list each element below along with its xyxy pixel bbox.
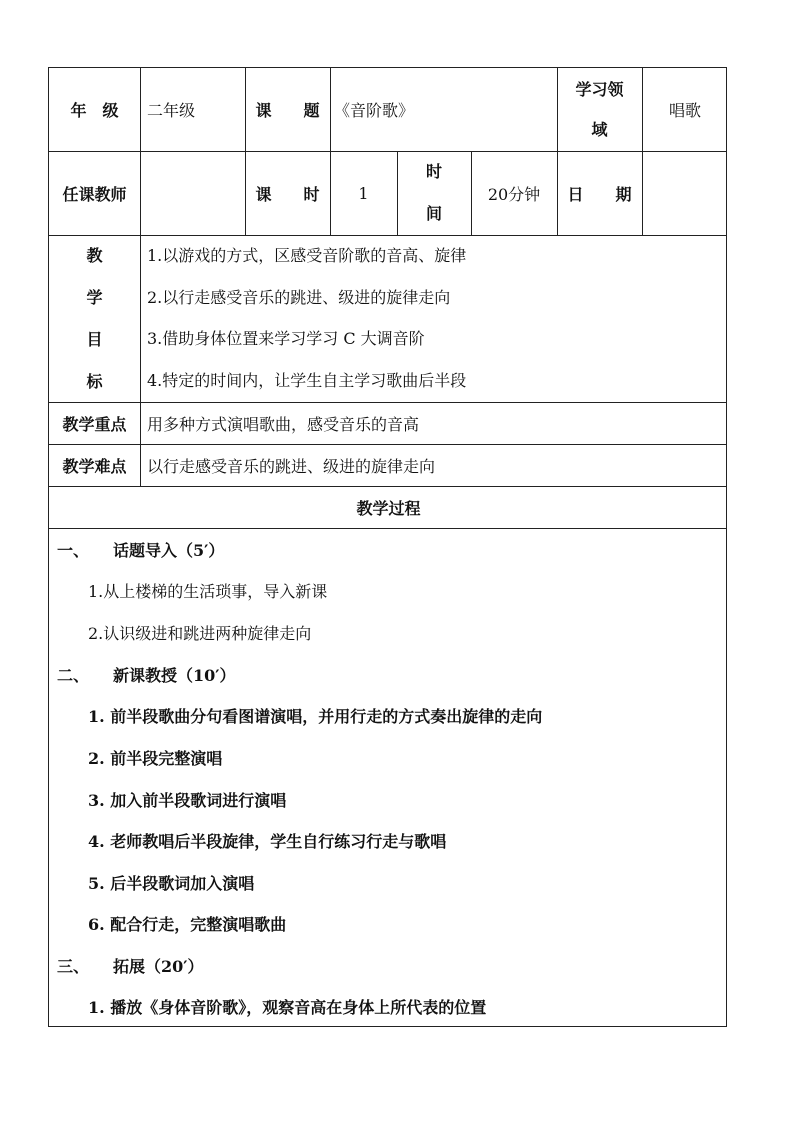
time-label-line2: 间	[425, 204, 442, 223]
objective-item: 2.以行走感受音乐的跳进、级进的旋律走向	[147, 288, 451, 307]
teacher-label: 任课教师	[62, 184, 127, 204]
row-divider	[49, 528, 726, 529]
date-label: 日 期	[567, 184, 632, 204]
difficulty-value: 以行走感受音乐的跳进、级进的旋律走向	[147, 456, 436, 476]
section2-item: 6. 配合行走，完整演唱歌曲	[88, 915, 287, 934]
time-label-line1: 时	[425, 162, 442, 181]
section2-item: 4. 老师教唱后半段旋律，学生自行练习行走与歌唱	[88, 832, 447, 851]
domain-label-line1: 学习领	[575, 79, 624, 99]
section2-number: 二、	[57, 666, 90, 685]
grade-label: 年 级	[70, 101, 119, 120]
domain-label	[557, 68, 642, 151]
objective-item: 4.特定的时间内，让学生自主学习歌曲后半段	[147, 371, 467, 390]
objective-item: 1.以游戏的方式，区感受音阶歌的音高、旋律	[147, 246, 467, 265]
section1-title: 话题导入（5′）	[113, 541, 225, 560]
domain-label-line2: 域	[591, 119, 608, 139]
key-point-value: 用多种方式演唱歌曲，感受音乐的音高	[147, 414, 420, 434]
process-title: 教学过程	[356, 498, 421, 518]
period-value: 1	[358, 183, 369, 203]
grade-value: 二年级	[147, 101, 196, 120]
section3-item: 1. 播放《身体音阶歌》，观察音高在身体上所代表的位置	[88, 998, 487, 1017]
period-label: 课 时	[255, 184, 320, 204]
section2-item: 1. 前半段歌曲分句看图谱演唱，并用行走的方式奏出旋律的走向	[88, 707, 543, 726]
difficulty-label: 教学难点	[62, 456, 127, 476]
section2-item: 5. 后半段歌词加入演唱	[88, 874, 255, 893]
col-divider	[140, 235, 141, 486]
time-label	[397, 151, 471, 235]
section1-number: 一、	[57, 541, 90, 560]
section2-item: 3. 加入前半段歌词进行演唱	[88, 791, 287, 810]
col-divider	[140, 68, 141, 235]
section1-item: 1.从上楼梯的生活琐事，导入新课	[88, 582, 328, 601]
lesson-plan-table	[48, 67, 727, 1027]
topic-label: 课 题	[255, 101, 320, 120]
section2-title: 新课教授（10′）	[113, 666, 236, 685]
teacher-value	[147, 151, 245, 235]
key-point-label: 教学重点	[62, 414, 127, 434]
section3-title: 拓展（20′）	[113, 957, 204, 976]
objectives-label-char: 学	[86, 287, 103, 307]
time-value: 20分钟	[487, 184, 541, 204]
objectives-label	[49, 235, 140, 402]
row-divider	[49, 235, 726, 236]
topic-value: 《音阶歌》	[334, 101, 415, 120]
section2-item: 2. 前半段完整演唱	[88, 749, 223, 768]
section3-number: 三、	[57, 957, 90, 976]
date-value	[642, 151, 728, 235]
section1-item: 2.认识级进和跳进两种旋律走向	[88, 624, 312, 643]
objectives-label-char: 标	[86, 371, 103, 391]
objectives-label-char: 目	[86, 329, 103, 349]
objectives-label-char: 教	[86, 245, 103, 265]
objective-item: 3.借助身体位置来学习学习 C 大调音阶	[147, 329, 425, 348]
domain-value: 唱歌	[668, 101, 701, 120]
